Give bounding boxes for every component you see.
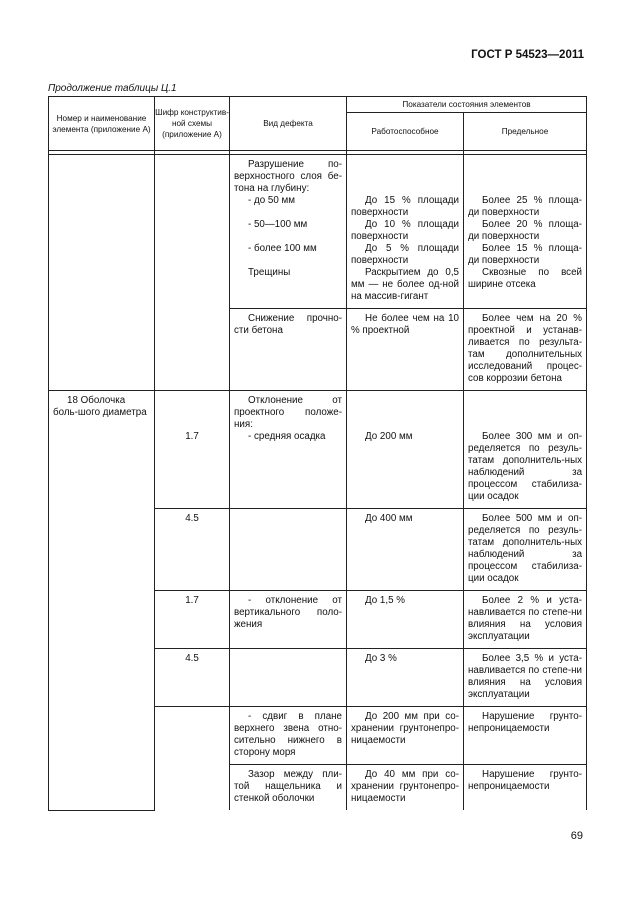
operable-b: До 10 % площади поверхности (351, 219, 459, 242)
operable-text: До 200 мм (365, 431, 413, 442)
defect-cell (230, 765, 347, 811)
cipher-cell-empty (155, 155, 230, 391)
cipher-cell (155, 509, 230, 591)
header-operable: Работоспособное (347, 113, 464, 151)
operable-text: До 400 мм (365, 513, 413, 524)
cipher-cell (155, 591, 230, 649)
operable-cell (347, 509, 464, 591)
header-limit: Предельное (464, 113, 587, 151)
cipher-cell (155, 649, 230, 707)
limit-text: Более 3,5 % и уста-навливается по степе-ни влияния на условия эксплуатации (468, 653, 583, 700)
limit-text: Более 2 % и уста-навливается по степе-ни влияния на условия эксплуатации (468, 595, 583, 642)
limit-text: Более чем на 20 % проектной и устанав-ливается по результа-там дополнительных исследований процес-сов коррозии бетона (468, 313, 583, 384)
defect-cell-empty (230, 509, 347, 591)
operable-cell (347, 649, 464, 707)
operable-text: До 200 мм при со-хранении грунтонепро-ницаемости (351, 711, 459, 746)
limit-cell (464, 707, 587, 765)
defect-title: Разрушение по-верхностного слоя бе-тона на глубину: (234, 159, 342, 194)
defect-depth-c: - более 100 мм (248, 243, 317, 254)
operable-cell (347, 155, 464, 309)
document-code: ГОСТ Р 54523—2011 (471, 49, 584, 61)
limit-d: Сквозные по всей ширине отсека (468, 267, 583, 290)
limit-b: Более 20 % площа-ди поверхности (468, 219, 583, 242)
limit-cell (464, 309, 587, 391)
cipher-cell (155, 391, 230, 509)
operable-text: До 40 мм при со-хранении грунтонепро-ницаемости (351, 769, 459, 804)
defect-table (48, 96, 587, 811)
operable-text: До 3 % (365, 653, 397, 664)
operable-cell (347, 309, 464, 391)
defect-cell-empty (230, 649, 347, 707)
operable-c: До 5 % площади поверхности (351, 243, 459, 266)
limit-cell (464, 765, 587, 811)
defect-title: Отклонение от проектного положе-ния: (234, 395, 342, 430)
defect-depth-b: - 50—100 мм (248, 219, 308, 230)
header-cipher: Шифр конструктив-ной схемы (приложение А) (155, 97, 230, 151)
operable-cell (347, 765, 464, 811)
defect-depth-a: - до 50 мм (248, 195, 295, 206)
header-defect: Вид дефекта (230, 97, 347, 151)
limit-cell (464, 155, 587, 309)
defect-cell (230, 591, 347, 649)
operable-cell (347, 391, 464, 509)
element-cell (49, 391, 155, 811)
cipher-cell-empty (155, 707, 230, 811)
page-number: 69 (570, 830, 583, 842)
table-caption: Продолжение таблицы Ц.1 (48, 83, 177, 94)
element-name: 18 Оболочка боль-шого диаметра (53, 395, 147, 418)
defect-cell (230, 707, 347, 765)
limit-text: Более 500 мм и оп-ределяется по резуль-татам дополнитель-ных наблюдений за процессом стабилиза-ции осадок (468, 513, 583, 584)
defect-text: - сдвиг в плане верхнего звена отно-сительно нижнего в сторону моря (234, 711, 342, 758)
cipher-value: 1.7 (185, 595, 199, 606)
limit-cell (464, 391, 587, 509)
limit-text: Нарушение грунто-непроницаемости (468, 769, 583, 792)
defect-cell (230, 391, 347, 509)
operable-a: До 15 % площади поверхности (351, 195, 459, 218)
defect-cell (230, 155, 347, 309)
defect-text: Снижение прочно-сти бетона (234, 313, 342, 336)
limit-a: Более 25 % площа-ди поверхности (468, 195, 583, 218)
defect-settlement: - средняя осадка (248, 431, 326, 442)
defect-cell (230, 309, 347, 391)
limit-cell (464, 591, 587, 649)
header-indicators: Показатели состояния элементов (347, 97, 587, 113)
limit-cell (464, 509, 587, 591)
operable-cell (347, 707, 464, 765)
operable-cell (347, 591, 464, 649)
element-cell-empty (49, 155, 155, 391)
cipher-value: 4.5 (185, 653, 199, 664)
table-row (49, 391, 587, 509)
defect-text: Зазор между пли-той нащельника и стенкой оболочки (234, 769, 342, 804)
limit-text: Нарушение грунто-непроницаемости (468, 711, 583, 734)
table-row (49, 155, 587, 309)
limit-text: Более 300 мм и оп-ределяется по резуль-татам дополнитель-ных наблюдений за процессом стабилиза-ции осадок (468, 431, 583, 502)
operable-text: До 1,5 % (365, 595, 405, 606)
defect-cracks: Трещины (248, 267, 291, 278)
cipher-value: 1.7 (185, 431, 199, 442)
header-element: Номер и наименование элемента (приложение А) (49, 97, 155, 151)
limit-cell (464, 649, 587, 707)
cipher-value: 4.5 (185, 513, 199, 524)
operable-text: Не более чем на 10 % проектной (351, 313, 459, 336)
limit-c: Более 15 % площа-ди поверхности (468, 243, 583, 266)
operable-d: Раскрытием до 0,5 мм — не более од-ной на массив-гигант (351, 267, 459, 302)
defect-text: - отклонение от вертикального поло-жения (234, 595, 342, 630)
